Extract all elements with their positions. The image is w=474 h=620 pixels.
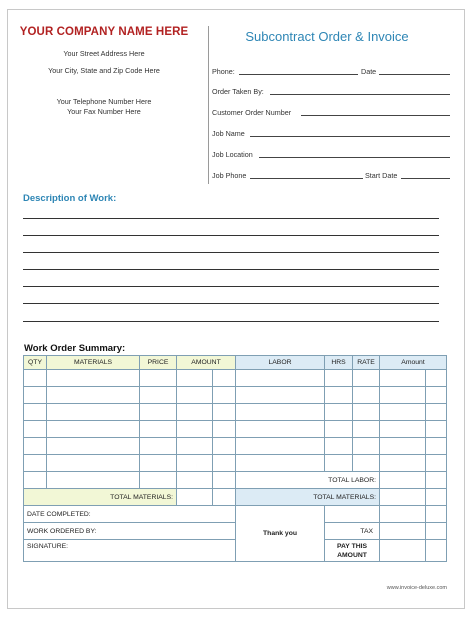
total-materials-amount[interactable] (177, 489, 213, 506)
order-taken-by-field[interactable] (270, 94, 450, 95)
total-materials-amount-right[interactable] (380, 489, 426, 506)
invoice-title: Subcontract Order & Invoice (245, 29, 409, 44)
date-label: Date (361, 67, 377, 76)
total-labor-label: TOTAL LABOR: (236, 472, 380, 489)
job-name-field[interactable] (250, 136, 450, 137)
pay-this-line: PAY THIS (336, 542, 368, 550)
tax-label: TAX (325, 523, 380, 540)
table-header-row (24, 356, 447, 370)
price-header: PRICE (140, 356, 177, 370)
company-city: Your City, State and Zip Code Here (48, 66, 160, 75)
header-divider (208, 26, 209, 184)
materials-header: MATERIALS (47, 356, 140, 370)
amount-header: AMOUNT (177, 356, 236, 370)
job-location-field[interactable] (259, 157, 450, 158)
description-line[interactable] (23, 303, 439, 304)
work-ordered-by-label[interactable]: WORK ORDERED BY: (24, 523, 236, 540)
description-line[interactable] (23, 286, 439, 287)
date-completed-row (24, 506, 447, 523)
signature-label[interactable]: SIGNATURE: (24, 540, 236, 562)
hrs-header: HRS (325, 356, 353, 370)
tax-amount[interactable] (380, 523, 426, 540)
phone-field[interactable] (239, 74, 358, 75)
table-row[interactable] (24, 387, 447, 404)
job-phone-field[interactable] (250, 178, 363, 179)
phone-label: Phone: (212, 67, 235, 76)
description-line[interactable] (23, 321, 439, 322)
description-line[interactable] (23, 252, 439, 253)
total-materials-row (24, 489, 447, 506)
footer-url: www.invoice-deluxe.com (386, 585, 447, 591)
description-line[interactable] (23, 235, 439, 236)
amount-line: AMOUNT (337, 551, 367, 559)
labor-amount-header: Amount (380, 356, 447, 370)
work-ordered-by-row (24, 523, 447, 540)
qty-header: QTY (24, 356, 47, 370)
work-order-summary-title: Work Order Summary: (24, 343, 126, 354)
total-materials-label-right: TOTAL MATERIALS: (236, 489, 380, 506)
customer-order-number-field[interactable] (301, 115, 450, 116)
work-order-table (23, 355, 447, 562)
description-line[interactable] (23, 269, 439, 270)
total-labor-row (24, 472, 447, 489)
pay-this-amount-label (325, 540, 380, 562)
job-name-label: Job Name (212, 129, 245, 138)
start-date-field[interactable] (401, 178, 450, 179)
rate-header: RATE (353, 356, 380, 370)
job-location-label: Job Location (212, 150, 253, 159)
labor-header: LABOR (236, 356, 325, 370)
table-row[interactable] (24, 438, 447, 455)
company-fax: Your Fax Number Here (67, 107, 141, 116)
table-row[interactable] (24, 421, 447, 438)
description-title: Description of Work: (23, 193, 117, 204)
pay-this-amount-value[interactable] (380, 540, 426, 562)
company-name: YOUR COMPANY NAME HERE (19, 26, 189, 38)
total-labor-amount[interactable] (380, 472, 426, 489)
table-row[interactable] (24, 404, 447, 421)
order-taken-by-label: Order Taken By: (212, 87, 264, 96)
table-row[interactable] (24, 370, 447, 387)
job-phone-label: Job Phone (212, 171, 247, 180)
total-materials-label: TOTAL MATERIALS: (24, 489, 177, 506)
date-field[interactable] (379, 74, 450, 75)
table-row[interactable] (24, 455, 447, 472)
thank-you-text: Thank you (236, 506, 325, 562)
description-line[interactable] (23, 218, 439, 219)
date-completed-label[interactable]: DATE COMPLETED: (24, 506, 236, 523)
company-phone: Your Telephone Number Here (56, 97, 152, 106)
company-street: Your Street Address Here (63, 49, 145, 58)
signature-row (24, 540, 447, 562)
customer-order-number-label: Customer Order Number (212, 108, 292, 117)
start-date-label: Start Date (365, 171, 398, 180)
